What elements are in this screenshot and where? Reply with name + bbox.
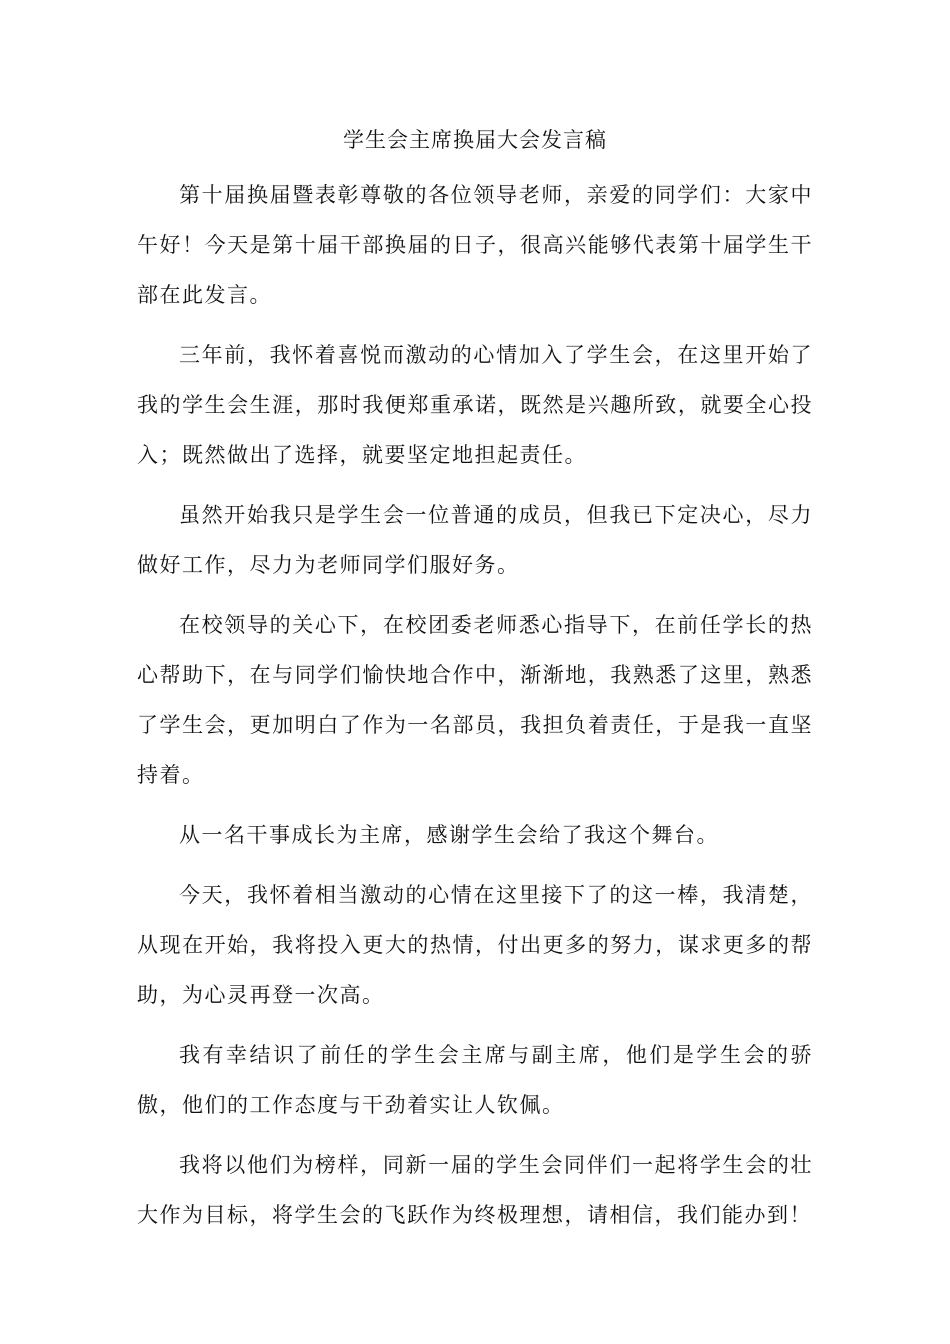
paragraph-greeting: 第十届换届暨表彰尊敬的各位领导老师，亲爱的同学们：大家中午好！今天是第十届干部换届的日子，很高兴能够代表第十届学生干部在此发言。 [137, 183, 813, 307]
document-title: 学生会主席换届大会发言稿 [343, 128, 607, 152]
paragraph-guidance: 在校领导的关心下，在校团委老师悉心指导下，在前任学长的热心帮助下，在与同学们愉快地合作中，渐渐地，我熟悉了这里，熟悉了学生会，更加明白了作为一名部员，我担负着责任，于是我一直坚持着。 [137, 613, 813, 787]
paragraph-predecessors: 我有幸结识了前任的学生会主席与副主席，他们是学生会的骄傲，他们的工作态度与干劲着实让人钦佩。 [137, 1043, 813, 1117]
paragraph-today: 今天，我怀着相当激动的心情在这里接下了的这一棒，我清楚，从现在开始，我将投入更大的热情，付出更多的努力，谋求更多的帮助，为心灵再登一次高。 [137, 883, 813, 1007]
paragraph-growth: 从一名干事成长为主席，感谢学生会给了我这个舞台。 [179, 823, 719, 847]
document-body [137, 170, 813, 1250]
paragraph-ordinary-member: 虽然开始我只是学生会一位普通的成员，但我已下定决心，尽力做好工作，尽力为老师同学们服好务。 [137, 503, 813, 577]
paragraph-three-years-ago: 三年前，我怀着喜悦而激动的心情加入了学生会，在这里开始了我的学生会生涯，那时我便郑重承诺，既然是兴趣所致，就要全心投入；既然做出了选择，就要坚定地担起责任。 [137, 343, 813, 467]
paragraph-goal: 我将以他们为榜样，同新一届的学生会同伴们一起将学生会的壮大作为目标，将学生会的飞跃作为终极理想，请相信，我们能办到！ [137, 1153, 813, 1227]
